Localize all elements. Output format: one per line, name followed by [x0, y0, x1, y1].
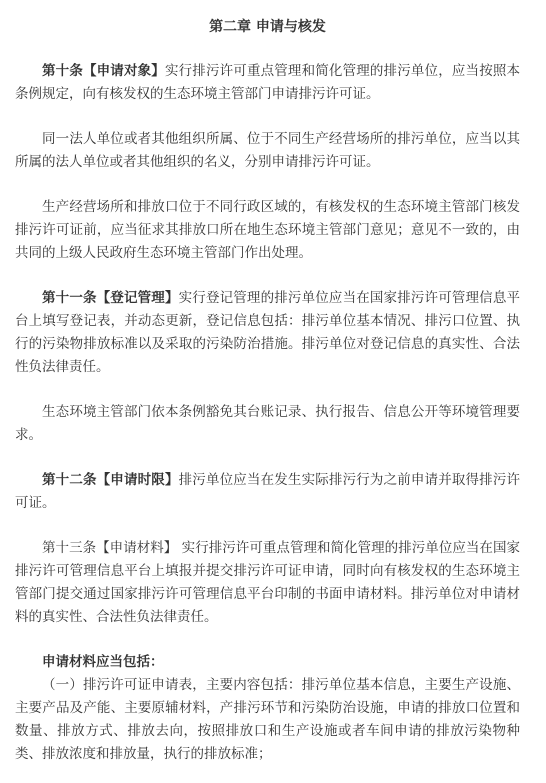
article-10-text-2: 同一法人单位或者其他组织所属、位于不同生产经营场所的排污单位，应当以其所属的法人单位或者其他组织的名义，分别申请排污许可证。: [15, 131, 520, 170]
article-12-lead: 第十二条【申请时限】: [42, 472, 179, 488]
article-13-text: 第十三条【申请材料】 实行排污许可重点管理和简化管理的排污单位应当在国家排污许可管理信息平台上填报并提交排污许可证申请，同时向有核发权的生态环境主管部门提交通过国家排污许可管理信息平台印制的书面申请材料。排污单位对申请材料的真实性、合法性负法律责任。: [15, 540, 520, 625]
article-10-text: 实行排污许可重点管理和简化管理的排污单位，应当按照本条例规定，向有核发权的生态环境主管部门申请排污许可证。: [15, 63, 521, 102]
article-10-paragraph: [15, 60, 520, 106]
article-11-text-2: 生态环境主管部门依本条例豁免其台账记录、执行报告、信息公开等环境管理要求。: [15, 404, 520, 443]
article-10-paragraph-2: [15, 128, 520, 174]
materials-heading: 申请材料应当包括：: [42, 654, 164, 670]
article-11-paragraph-2: [15, 401, 520, 447]
chapter-title: 第二章 申请与核发: [209, 19, 326, 35]
article-10-text-3: 生产经营场所和排放口位于不同行政区域的，有核发权的生态环境主管部门核发排污许可证前，应当征求其排放口所在地生态环境主管部门意见；意见不一致的，由共同的上级人民政府生态环境主管部门作出处理。: [15, 199, 520, 261]
article-11-paragraph: [15, 287, 520, 379]
article-11-text: 实行登记管理的排污单位应当在国家排污许可管理信息平台上填写登记表，并动态更新，登记信息包括：排污单位基本情况、排污口位置、执行的污染物排放标准以及采取的污染防治措施。排污单位对登记信息的真实性、合法性负法律责任。: [15, 290, 521, 375]
article-12-text: 排污单位应当在发生实际排污行为之前申请并取得排污许可证。: [15, 472, 521, 511]
article-13-paragraph: [15, 537, 520, 629]
article-11-lead: 第十一条【登记管理】: [42, 290, 179, 306]
materials-item-1: （一）排污许可证申请表，主要内容包括：排污单位基本信息，主要生产设施、主要产品及产能、主要原辅材料，产排污环节和污染防治设施，申请的排放口位置和数量、排放方式、排放去向，按照排放口和生产设施或者车间申请的排放污染物种类、排放浓度和排放量，执行的排放标准；: [15, 677, 520, 762]
article-12-paragraph: [15, 469, 520, 515]
article-10-paragraph-3: [15, 196, 520, 265]
article-10-lead: 第十条【申请对象】: [42, 63, 165, 79]
